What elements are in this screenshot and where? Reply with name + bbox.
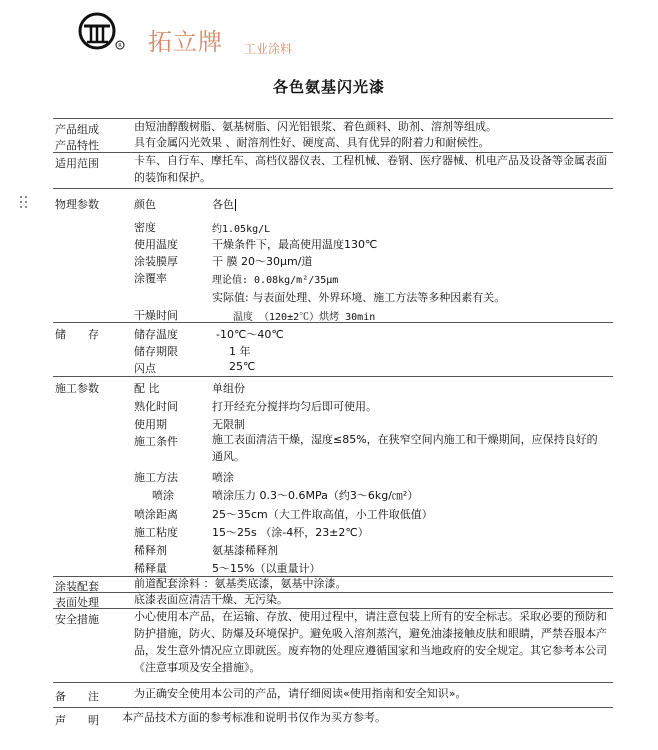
- param-key: 涂覆率: [134, 272, 167, 285]
- param-value: 25～35cm（大工件取高值，小工件取低值）: [212, 508, 433, 521]
- row-label: 安全措施: [55, 613, 99, 626]
- param-value: 氨基漆稀释剂: [212, 544, 278, 557]
- param-key: 熟化时间: [134, 400, 178, 413]
- row-text: 前道配套涂料 ：氨基类底漆，氨基中涂漆。: [134, 577, 347, 590]
- param-key: 施工粘度: [134, 526, 178, 539]
- divider: [53, 707, 613, 708]
- param-value: 喷涂压力 0.3～0.6MPa（约3～6kg/㎝²）: [212, 489, 419, 502]
- param-value: 5～15%（以重量计）: [212, 562, 321, 575]
- svg-text:R: R: [118, 43, 122, 49]
- param-key: 施工条件: [134, 435, 178, 448]
- param-key: 颜色: [134, 198, 156, 211]
- brand-name: 拓立牌: [148, 28, 223, 56]
- row-label: 适用范围: [55, 157, 99, 170]
- param-value: 施工表面清洁干燥，湿度≤85%，在狭窄空间内施工和干燥期间，应保持良好的通风。: [212, 433, 598, 463]
- param-key: 储存期限: [134, 345, 178, 358]
- param-value: 干 膜 20～30μm/道: [212, 255, 313, 268]
- drag-handle-icon[interactable]: [20, 196, 28, 210]
- param-key: 稀释剂: [134, 544, 167, 557]
- param-key: 喷涂距离: [134, 508, 178, 521]
- param-value: 理论值: 0.08kg/m²/35μm: [212, 275, 339, 286]
- param-key: 稀释量: [134, 562, 167, 575]
- param-key: 喷涂: [152, 489, 174, 502]
- page-header: [0, 0, 658, 62]
- row-label: 产品特性: [55, 139, 99, 152]
- divider: [53, 376, 613, 377]
- row-label: 备 注: [55, 690, 99, 703]
- brand-logo-icon: [78, 12, 126, 52]
- divider: [53, 682, 613, 683]
- row-text: 小心使用本产品，在运输、存放、使用过程中，请注意包装上所有的安全标志。采取必要的预防和防护措施，防火、防爆及环境保护。避免吸入溶剂蒸汽，避免油漆接触皮肤和眼睛，严禁吞服本产品，发生意外情况应立即就医。废弃物的处理应遵循国家和当地政府的安全规定。其它参考本公司《注意事项及安全措施》。: [134, 610, 607, 674]
- row-label: 产品组成: [55, 123, 99, 136]
- row-text: 本产品技术方面的参考标准和说明书仅作为买方参考。: [122, 711, 386, 724]
- param-value: 约1.05kg/L: [212, 224, 271, 235]
- param-key: 涂装膜厚: [134, 255, 178, 268]
- row-text: 具有金属闪光效果 、耐溶剂性好、硬度高、具有优异的附着力和耐候性。: [134, 136, 490, 149]
- document-title: 各色氨基闪光漆: [272, 78, 385, 96]
- param-value: 喷涂: [212, 471, 234, 484]
- param-value: 25℃: [229, 360, 256, 373]
- row-text: 为正确安全使用本公司的产品，请仔细阅读«使用指南和安全知识»。: [134, 687, 467, 700]
- param-key: 密度: [134, 221, 156, 234]
- text-cursor: [235, 199, 236, 211]
- param-value: 温度 （120±2℃）烘烤 30min: [233, 312, 376, 323]
- row-label: 物理参数: [55, 198, 99, 211]
- divider: [53, 188, 613, 189]
- param-value: 实际值: 与表面处理、外界环境、施工方法等多种因素有关。: [212, 291, 506, 304]
- param-value: 无限制: [212, 418, 245, 431]
- brand-subtitle: 工业涂料: [244, 42, 293, 56]
- row-label: 施工参数: [55, 382, 99, 395]
- param-value: 干燥条件下，最高使用温度130℃: [212, 238, 378, 251]
- param-value: 15～25s （涂-4杯，23±2℃）: [212, 526, 369, 539]
- row-text: 底漆表面应清洁干燥、无污染。: [134, 593, 288, 606]
- param-key: 使用期: [134, 418, 167, 431]
- param-value: 1 年: [229, 345, 251, 358]
- param-value: 单组份: [212, 382, 245, 395]
- row-label: 涂装配套: [55, 580, 99, 593]
- row-label: 声 明: [55, 714, 99, 727]
- row-label: 表面处理: [55, 596, 99, 609]
- param-key: 储存温度: [134, 328, 178, 341]
- param-value[interactable]: [212, 196, 236, 212]
- param-key: 使用温度: [134, 238, 178, 251]
- param-value: 打开经充分搅拌均匀后即可使用。: [212, 400, 377, 413]
- param-key: 施工方法: [134, 471, 178, 484]
- param-key: 闪点: [134, 362, 156, 375]
- param-key: 干燥时间: [134, 309, 178, 322]
- param-value-text: 各色: [212, 198, 234, 211]
- row-text: 由短油醇酸树脂、氨基树脂、闪光铝银浆、着色颜料、助剂、溶剂等组成。: [134, 120, 497, 133]
- param-value: -10℃～40℃: [216, 328, 284, 341]
- row-text: 卡车、自行车、摩托车、高档仪器仪表、工程机械、卷钢、医疗器械、机电产品及设备等金属表面的装饰和保护。: [134, 154, 607, 184]
- param-key: 配 比: [134, 382, 160, 395]
- row-label: 储 存: [55, 328, 99, 341]
